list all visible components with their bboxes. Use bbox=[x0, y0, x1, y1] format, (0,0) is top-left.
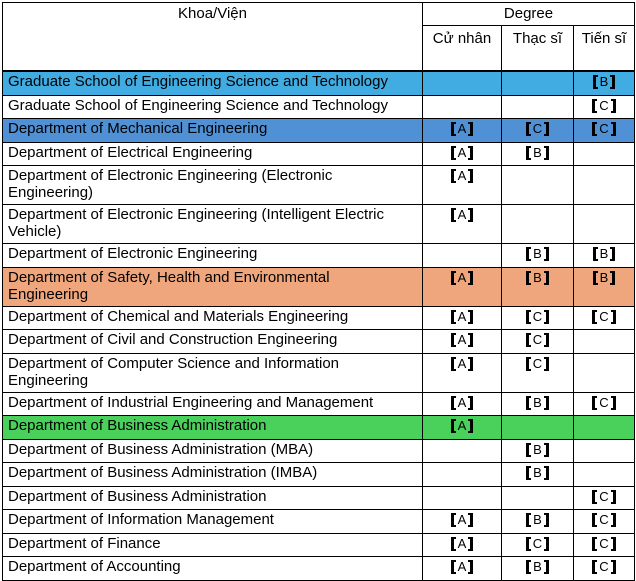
left-lenticular-bracket-icon bbox=[592, 537, 597, 551]
degree-marker-letter: B bbox=[533, 394, 542, 410]
degree-marker-letter: A bbox=[457, 394, 467, 410]
degree-cell-tien-si bbox=[574, 244, 635, 268]
degree-marker bbox=[592, 512, 615, 528]
department-name-line: Department of Accounting bbox=[8, 558, 181, 575]
degree-marker bbox=[451, 512, 474, 528]
degree-cell-cu-nhan bbox=[423, 439, 502, 463]
degree-cell-thac-si bbox=[502, 416, 574, 440]
left-lenticular-bracket-icon bbox=[526, 396, 531, 410]
degree-cell-tien-si bbox=[574, 416, 635, 440]
department-name-cell bbox=[3, 205, 423, 244]
department-name-cell bbox=[3, 330, 423, 354]
department-name-line: Department of Computer Science and Information bbox=[8, 354, 340, 372]
left-lenticular-bracket-icon bbox=[526, 513, 531, 527]
degree-cell-cu-nhan bbox=[423, 71, 502, 95]
table-row bbox=[3, 353, 635, 392]
column-header-tien-si: Tiến sĩ bbox=[574, 26, 635, 72]
department-name-line: Department of Electrical Engineering bbox=[8, 143, 253, 161]
degree-table bbox=[2, 2, 635, 581]
department-name-cell bbox=[3, 142, 423, 166]
degree-marker bbox=[592, 309, 615, 325]
degree-marker bbox=[592, 536, 615, 552]
right-lenticular-bracket-icon bbox=[468, 396, 473, 410]
right-lenticular-bracket-icon bbox=[544, 333, 549, 347]
department-name-line: Department of Mechanical Engineering bbox=[8, 120, 268, 137]
department-name-line: Department of Electronic Engineering (Intelligent Electric bbox=[8, 206, 385, 223]
department-name-line: Department of Business Administration (MBA) bbox=[8, 440, 314, 458]
table-row bbox=[3, 306, 635, 330]
department-name-line: Department of Business Administration bbox=[8, 487, 267, 505]
degree-cell-thac-si bbox=[502, 142, 574, 166]
right-lenticular-bracket-icon bbox=[544, 247, 549, 261]
degree-marker-letter: C bbox=[532, 308, 543, 324]
degree-cell-tien-si bbox=[574, 119, 635, 143]
left-lenticular-bracket-icon bbox=[526, 560, 531, 574]
department-name-line: Engineering bbox=[8, 285, 89, 303]
right-lenticular-bracket-icon bbox=[544, 310, 549, 324]
right-lenticular-bracket-icon bbox=[468, 169, 473, 183]
degree-marker bbox=[451, 121, 474, 137]
department-name-cell bbox=[3, 353, 423, 392]
degree-marker-letter: A bbox=[457, 418, 467, 433]
degree-marker bbox=[451, 418, 474, 434]
degree-marker-letter: B bbox=[599, 74, 609, 89]
degree-marker bbox=[592, 559, 615, 575]
left-lenticular-bracket-icon bbox=[451, 560, 456, 574]
right-lenticular-bracket-icon bbox=[611, 513, 616, 527]
degree-cell-tien-si bbox=[574, 486, 635, 510]
degree-marker-letter: A bbox=[457, 332, 467, 347]
degree-cell-thac-si bbox=[502, 166, 574, 205]
right-lenticular-bracket-icon bbox=[611, 122, 616, 136]
degree-cell-tien-si bbox=[574, 267, 635, 306]
degree-cell-thac-si bbox=[502, 267, 574, 306]
right-lenticular-bracket-icon bbox=[468, 271, 473, 285]
right-lenticular-bracket-icon bbox=[544, 513, 549, 527]
degree-marker-letter: C bbox=[599, 512, 609, 527]
degree-marker bbox=[526, 121, 549, 137]
left-lenticular-bracket-icon bbox=[592, 513, 597, 527]
degree-marker bbox=[526, 512, 549, 528]
degree-marker-letter: B bbox=[599, 246, 609, 261]
degree-marker-letter: A bbox=[457, 355, 467, 371]
left-lenticular-bracket-icon bbox=[451, 271, 456, 285]
table-row bbox=[3, 119, 635, 143]
left-lenticular-bracket-icon bbox=[451, 208, 456, 222]
left-lenticular-bracket-icon bbox=[451, 513, 456, 527]
right-lenticular-bracket-icon bbox=[544, 537, 549, 551]
degree-marker bbox=[526, 270, 549, 286]
table-row bbox=[3, 510, 635, 534]
degree-marker bbox=[451, 270, 474, 286]
right-lenticular-bracket-icon bbox=[611, 310, 616, 324]
degree-marker bbox=[451, 356, 474, 372]
degree-cell-cu-nhan bbox=[423, 119, 502, 143]
department-name-line: Department of Industrial Engineering and Management bbox=[8, 393, 374, 411]
degree-marker bbox=[526, 309, 549, 325]
left-lenticular-bracket-icon bbox=[451, 537, 456, 551]
header-row-group bbox=[3, 3, 635, 26]
table-row bbox=[3, 486, 635, 510]
right-lenticular-bracket-icon bbox=[544, 466, 549, 480]
degree-marker bbox=[526, 536, 549, 552]
right-lenticular-bracket-icon bbox=[544, 122, 549, 136]
degree-cell-thac-si bbox=[502, 510, 574, 534]
degree-cell-cu-nhan bbox=[423, 486, 502, 510]
table-row bbox=[3, 533, 635, 557]
degree-cell-tien-si bbox=[574, 71, 635, 95]
degree-marker-letter: A bbox=[457, 512, 467, 527]
degree-cell-thac-si bbox=[502, 71, 574, 95]
degree-cell-cu-nhan bbox=[423, 306, 502, 330]
table-row bbox=[3, 330, 635, 354]
department-name-cell bbox=[3, 557, 423, 581]
left-lenticular-bracket-icon bbox=[526, 146, 531, 160]
degree-marker bbox=[526, 465, 549, 481]
degree-marker-letter: B bbox=[533, 441, 542, 457]
right-lenticular-bracket-icon bbox=[544, 560, 549, 574]
department-name-line: Engineering bbox=[8, 371, 89, 389]
table-row bbox=[3, 244, 635, 268]
degree-cell-thac-si bbox=[502, 306, 574, 330]
right-lenticular-bracket-icon bbox=[544, 357, 549, 371]
department-name-line: Department of Electronic Engineering bbox=[8, 245, 258, 262]
department-name-line: Graduate School of Engineering Science and Technology bbox=[8, 96, 388, 114]
degree-marker-letter: C bbox=[532, 535, 543, 551]
degree-marker-letter: A bbox=[457, 144, 467, 160]
department-name-cell bbox=[3, 267, 423, 306]
degree-marker bbox=[526, 145, 549, 161]
degree-cell-tien-si bbox=[574, 439, 635, 463]
degree-cell-tien-si bbox=[574, 533, 635, 557]
degree-cell-cu-nhan bbox=[423, 142, 502, 166]
left-lenticular-bracket-icon bbox=[592, 310, 597, 324]
right-lenticular-bracket-icon bbox=[468, 333, 473, 347]
degree-cell-cu-nhan bbox=[423, 205, 502, 244]
left-lenticular-bracket-icon bbox=[526, 247, 531, 261]
column-header-thac-si: Thạc sĩ bbox=[502, 26, 574, 72]
degree-cell-tien-si bbox=[574, 353, 635, 392]
degree-cell-thac-si bbox=[502, 392, 574, 416]
degree-cell-cu-nhan bbox=[423, 463, 502, 487]
degree-cell-cu-nhan bbox=[423, 267, 502, 306]
left-lenticular-bracket-icon bbox=[526, 310, 531, 324]
degree-cell-tien-si bbox=[574, 142, 635, 166]
degree-cell-tien-si bbox=[574, 330, 635, 354]
left-lenticular-bracket-icon bbox=[451, 333, 456, 347]
degree-marker bbox=[526, 395, 549, 411]
right-lenticular-bracket-icon bbox=[468, 146, 473, 160]
right-lenticular-bracket-icon bbox=[611, 490, 616, 504]
table-row bbox=[3, 205, 635, 244]
left-lenticular-bracket-icon bbox=[451, 122, 456, 136]
department-name-line: Engineering) bbox=[8, 184, 94, 201]
degree-marker-letter: A bbox=[457, 121, 467, 136]
degree-cell-thac-si bbox=[502, 205, 574, 244]
degree-marker bbox=[451, 395, 474, 411]
column-header-cu-nhan: Cử nhân bbox=[423, 26, 502, 72]
left-lenticular-bracket-icon bbox=[526, 333, 531, 347]
table-row bbox=[3, 416, 635, 440]
degree-marker bbox=[451, 559, 474, 575]
degree-cell-tien-si bbox=[574, 392, 635, 416]
degree-cell-thac-si bbox=[502, 353, 574, 392]
department-name-cell bbox=[3, 119, 423, 143]
degree-marker-letter: B bbox=[533, 512, 542, 527]
left-lenticular-bracket-icon bbox=[592, 396, 597, 410]
degree-marker bbox=[526, 246, 549, 262]
table-row bbox=[3, 557, 635, 581]
degree-marker-letter: B bbox=[533, 246, 542, 261]
degree-marker bbox=[592, 121, 615, 137]
degree-marker-letter: B bbox=[599, 269, 609, 285]
right-lenticular-bracket-icon bbox=[468, 122, 473, 136]
degree-marker bbox=[592, 98, 615, 114]
degree-marker-letter: C bbox=[599, 121, 609, 136]
degree-cell-tien-si bbox=[574, 510, 635, 534]
column-header-khoa-vien: Khoa/Viện bbox=[3, 3, 423, 72]
column-header-degree-group: Degree bbox=[423, 3, 635, 26]
department-name-line: Vehicle) bbox=[8, 223, 62, 240]
right-lenticular-bracket-icon bbox=[610, 247, 615, 261]
right-lenticular-bracket-icon bbox=[610, 75, 615, 89]
right-lenticular-bracket-icon bbox=[468, 560, 473, 574]
right-lenticular-bracket-icon bbox=[611, 537, 616, 551]
degree-table-sheet bbox=[0, 2, 636, 575]
degree-marker-letter: A bbox=[457, 535, 467, 551]
degree-marker-letter: A bbox=[457, 308, 467, 324]
degree-cell-tien-si bbox=[574, 306, 635, 330]
department-name-cell bbox=[3, 463, 423, 487]
left-lenticular-bracket-icon bbox=[526, 466, 531, 480]
department-name-line: Department of Chemical and Materials Engineering bbox=[8, 307, 349, 325]
department-name-line: Department of Safety, Health and Environmental bbox=[8, 268, 330, 286]
degree-marker-letter: B bbox=[533, 465, 542, 480]
degree-marker bbox=[593, 246, 616, 262]
degree-cell-thac-si bbox=[502, 244, 574, 268]
department-name-line: Graduate School of Engineering Science and Technology bbox=[8, 73, 388, 90]
degree-cell-cu-nhan bbox=[423, 416, 502, 440]
right-lenticular-bracket-icon bbox=[544, 271, 549, 285]
degree-marker-letter: C bbox=[599, 394, 609, 410]
department-name-line: Department of Business Administration (IMBA) bbox=[8, 464, 318, 481]
right-lenticular-bracket-icon bbox=[611, 396, 616, 410]
degree-marker-letter: B bbox=[533, 144, 542, 160]
left-lenticular-bracket-icon bbox=[451, 146, 456, 160]
right-lenticular-bracket-icon bbox=[611, 560, 616, 574]
degree-marker bbox=[592, 489, 615, 505]
right-lenticular-bracket-icon bbox=[544, 146, 549, 160]
department-name-cell bbox=[3, 306, 423, 330]
degree-marker bbox=[526, 356, 549, 372]
department-name-cell bbox=[3, 510, 423, 534]
table-row bbox=[3, 267, 635, 306]
degree-marker-letter: A bbox=[457, 168, 467, 183]
left-lenticular-bracket-icon bbox=[451, 169, 456, 183]
table-row bbox=[3, 95, 635, 119]
department-name-line: Department of Electronic Engineering (Electronic bbox=[8, 167, 333, 184]
degree-cell-tien-si bbox=[574, 557, 635, 581]
degree-marker bbox=[593, 270, 616, 286]
left-lenticular-bracket-icon bbox=[592, 490, 597, 504]
department-name-cell bbox=[3, 439, 423, 463]
left-lenticular-bracket-icon bbox=[593, 75, 598, 89]
right-lenticular-bracket-icon bbox=[544, 396, 549, 410]
left-lenticular-bracket-icon bbox=[526, 357, 531, 371]
degree-cell-thac-si bbox=[502, 557, 574, 581]
degree-cell-cu-nhan bbox=[423, 166, 502, 205]
degree-marker bbox=[451, 207, 474, 223]
degree-cell-cu-nhan bbox=[423, 244, 502, 268]
degree-marker bbox=[451, 145, 474, 161]
department-name-cell bbox=[3, 416, 423, 440]
degree-cell-tien-si bbox=[574, 95, 635, 119]
right-lenticular-bracket-icon bbox=[611, 99, 616, 113]
degree-marker-letter: B bbox=[533, 559, 542, 574]
degree-marker-letter: A bbox=[457, 269, 467, 285]
left-lenticular-bracket-icon bbox=[451, 419, 456, 433]
right-lenticular-bracket-icon bbox=[544, 443, 549, 457]
degree-marker bbox=[451, 168, 474, 184]
degree-cell-thac-si bbox=[502, 533, 574, 557]
right-lenticular-bracket-icon bbox=[468, 208, 473, 222]
department-name-line: Department of Business Administration bbox=[8, 417, 267, 434]
department-name-cell bbox=[3, 486, 423, 510]
left-lenticular-bracket-icon bbox=[592, 99, 597, 113]
left-lenticular-bracket-icon bbox=[526, 443, 531, 457]
degree-cell-thac-si bbox=[502, 330, 574, 354]
degree-marker-letter: C bbox=[599, 97, 609, 113]
department-name-cell bbox=[3, 95, 423, 119]
degree-marker-letter: B bbox=[533, 269, 542, 285]
left-lenticular-bracket-icon bbox=[451, 357, 456, 371]
degree-marker bbox=[526, 442, 549, 458]
left-lenticular-bracket-icon bbox=[593, 271, 598, 285]
department-name-line: Department of Civil and Construction Engineering bbox=[8, 331, 338, 348]
degree-marker-letter: C bbox=[532, 332, 543, 347]
degree-marker-letter: C bbox=[599, 535, 609, 551]
degree-cell-thac-si bbox=[502, 95, 574, 119]
degree-cell-thac-si bbox=[502, 486, 574, 510]
department-name-cell bbox=[3, 533, 423, 557]
degree-marker bbox=[451, 536, 474, 552]
right-lenticular-bracket-icon bbox=[468, 419, 473, 433]
left-lenticular-bracket-icon bbox=[593, 247, 598, 261]
degree-marker bbox=[592, 395, 615, 411]
department-name-cell bbox=[3, 166, 423, 205]
department-name-cell bbox=[3, 244, 423, 268]
degree-marker-letter: C bbox=[532, 121, 543, 136]
department-name-cell bbox=[3, 392, 423, 416]
left-lenticular-bracket-icon bbox=[592, 560, 597, 574]
table-header bbox=[3, 3, 635, 72]
degree-cell-tien-si bbox=[574, 166, 635, 205]
degree-marker bbox=[526, 559, 549, 575]
department-name-line: Department of Finance bbox=[8, 534, 161, 552]
left-lenticular-bracket-icon bbox=[526, 271, 531, 285]
degree-cell-cu-nhan bbox=[423, 330, 502, 354]
left-lenticular-bracket-icon bbox=[526, 122, 531, 136]
degree-marker bbox=[451, 309, 474, 325]
department-name-line: Department of Information Management bbox=[8, 511, 274, 528]
degree-marker-letter: C bbox=[599, 308, 609, 324]
degree-cell-tien-si bbox=[574, 463, 635, 487]
degree-cell-cu-nhan bbox=[423, 510, 502, 534]
degree-marker-letter: A bbox=[457, 559, 467, 574]
degree-cell-thac-si bbox=[502, 439, 574, 463]
degree-cell-thac-si bbox=[502, 463, 574, 487]
degree-cell-cu-nhan bbox=[423, 533, 502, 557]
degree-marker bbox=[451, 332, 474, 348]
table-body bbox=[3, 71, 635, 580]
table-row bbox=[3, 392, 635, 416]
table-row bbox=[3, 463, 635, 487]
degree-marker bbox=[526, 332, 549, 348]
left-lenticular-bracket-icon bbox=[526, 537, 531, 551]
degree-marker-letter: A bbox=[457, 207, 467, 222]
degree-cell-cu-nhan bbox=[423, 353, 502, 392]
left-lenticular-bracket-icon bbox=[451, 310, 456, 324]
degree-marker-letter: C bbox=[599, 488, 609, 504]
degree-cell-cu-nhan bbox=[423, 557, 502, 581]
right-lenticular-bracket-icon bbox=[468, 537, 473, 551]
table-row bbox=[3, 166, 635, 205]
degree-marker bbox=[593, 74, 616, 90]
table-row bbox=[3, 142, 635, 166]
degree-cell-tien-si bbox=[574, 205, 635, 244]
right-lenticular-bracket-icon bbox=[468, 357, 473, 371]
table-row bbox=[3, 439, 635, 463]
left-lenticular-bracket-icon bbox=[592, 122, 597, 136]
right-lenticular-bracket-icon bbox=[468, 513, 473, 527]
degree-cell-thac-si bbox=[502, 119, 574, 143]
degree-cell-cu-nhan bbox=[423, 392, 502, 416]
department-name-cell bbox=[3, 71, 423, 95]
degree-marker-letter: C bbox=[532, 355, 543, 371]
degree-cell-cu-nhan bbox=[423, 95, 502, 119]
right-lenticular-bracket-icon bbox=[610, 271, 615, 285]
table-row bbox=[3, 71, 635, 95]
right-lenticular-bracket-icon bbox=[468, 310, 473, 324]
degree-marker-letter: C bbox=[599, 559, 609, 574]
left-lenticular-bracket-icon bbox=[451, 396, 456, 410]
